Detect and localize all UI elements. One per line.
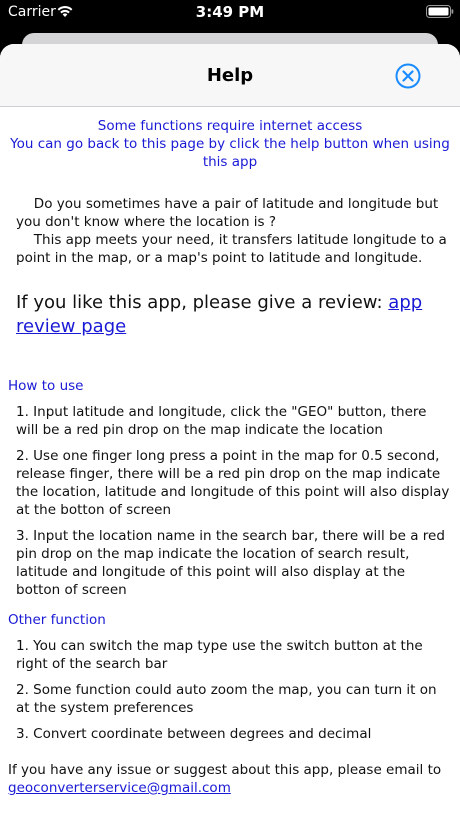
status-bar — [0, 0, 460, 24]
list-item: 3. Input the location name in the search bar, there will be a red pin drop on the map indicate the location of search result, latitude and longitude of this point will also display at the botton of screen — [16, 528, 445, 598]
how-to-use-heading: How to use — [8, 378, 84, 394]
list-item: 2. Use one finger long press a point in the map for 0.5 second, release finger, there will be a red pin drop on the map indicate the location, latitude and longitude of this point will also display at the botton of screen — [16, 448, 450, 518]
other-function-heading: Other function — [8, 612, 106, 628]
status-time: 3:49 PM — [195, 3, 265, 21]
battery-icon — [426, 5, 454, 18]
intro-paragraph-1: Do you sometimes have a pair of latitude and longitude but you don't know where the location is ? — [16, 196, 439, 230]
navigation-bar — [0, 44, 460, 107]
list-item: 3. Convert coordinate between degrees and decimal — [16, 726, 372, 742]
carrier-label: Carrier — [8, 4, 56, 20]
intro-text — [16, 195, 450, 267]
email-link[interactable]: geoconverterservice@gmail.com — [8, 780, 231, 796]
list-item: 1. You can switch the map type use the switch button at the right of the search bar — [16, 638, 423, 672]
how-to-use-list — [0, 403, 460, 599]
list-item: 2. Some function could auto zoom the map, you can turn it on at the system preferences — [16, 682, 437, 716]
help-content — [0, 117, 460, 797]
review-link[interactable]: app review page — [16, 292, 423, 337]
contact-info — [8, 761, 450, 797]
list-item: 1. Input latitude and longitude, click the "GEO" button, there will be a red pin drop on the map indicate the location — [16, 404, 427, 438]
notice-line-2: You can go back to this page by click the help button when using — [10, 136, 450, 152]
internet-notice — [0, 117, 460, 171]
close-icon[interactable] — [394, 62, 422, 90]
contact-text: If you have any issue or suggest about this app, please email to — [8, 762, 442, 778]
help-sheet — [0, 44, 460, 818]
other-function-list — [0, 637, 460, 743]
review-text: If you like this app, please give a review: — [16, 292, 389, 313]
page-title: Help — [206, 65, 254, 86]
notice-line-3: this app — [202, 154, 258, 170]
intro-paragraph-2: This app meets your need, it transfers latitude longitude to a point in the map, or a map's point to latitude and longitude. — [16, 232, 447, 266]
review-prompt — [16, 291, 450, 339]
notice-line-1: Some functions require internet access — [97, 118, 363, 134]
